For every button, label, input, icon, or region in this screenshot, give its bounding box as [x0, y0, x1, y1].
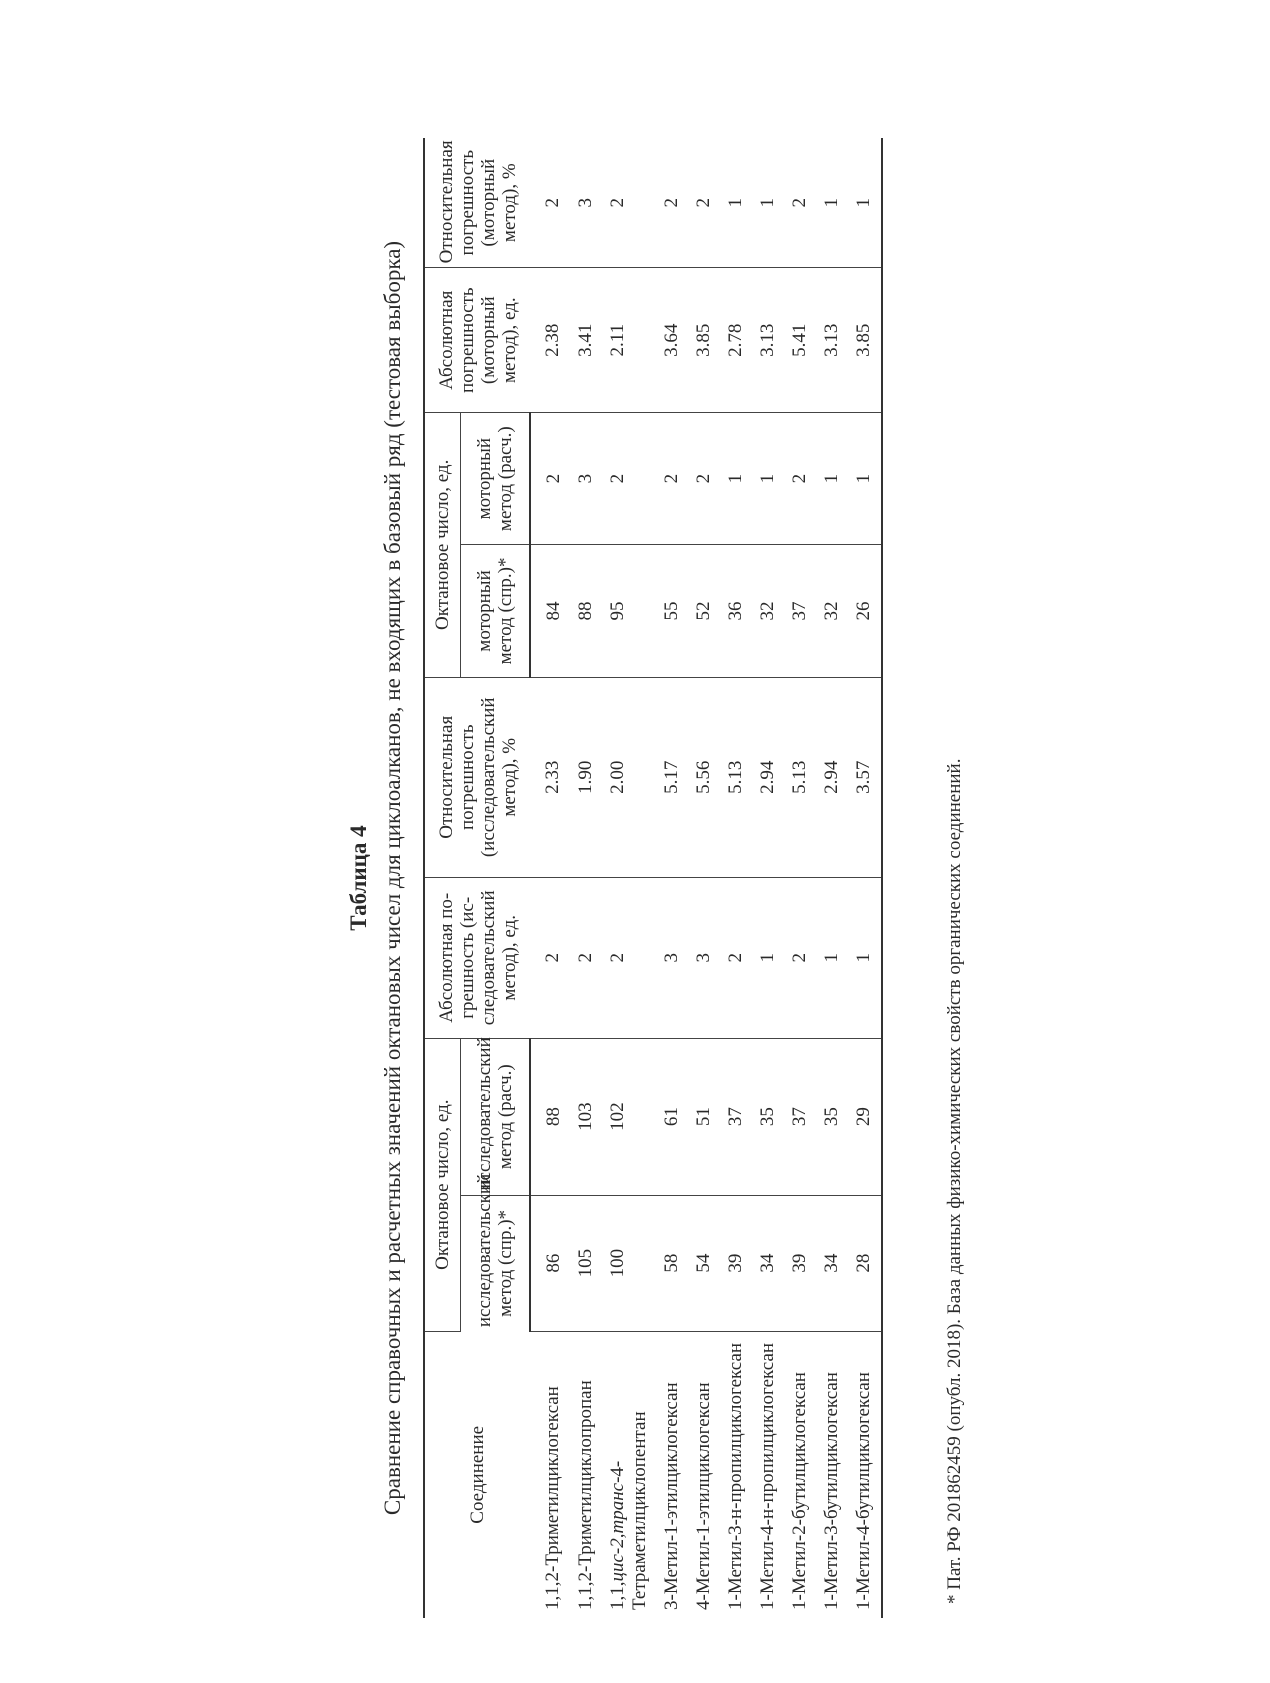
header-abs-error-research: Абсолютная по-грешность (ис-следовательский метод), ед. [424, 877, 530, 1038]
header-octane-research-group: Октановое число, ед. [424, 1038, 460, 1331]
cell-m-abs: 2.11 [603, 268, 657, 413]
cell-r-rel: 2.94 [817, 677, 849, 877]
cell-m-ref: 26 [849, 545, 882, 677]
cell-m-calc: 1 [849, 413, 882, 545]
cell-r-calc: 35 [753, 1038, 785, 1195]
header-research-calc: исследовательский метод (расч.) [460, 1038, 530, 1195]
cell-r-abs: 1 [849, 877, 882, 1038]
table-row [657, 138, 689, 1618]
cell-r-ref: 39 [721, 1195, 753, 1331]
compound-name: 1-Метил-4-бутилциклогексан [853, 1372, 874, 1610]
table-row [571, 138, 603, 1618]
cell-m-rel: 1 [817, 138, 849, 268]
cell-r-calc: 88 [530, 1038, 571, 1195]
cell-r-ref: 54 [689, 1195, 721, 1331]
table-row [753, 138, 785, 1618]
cell-m-calc: 2 [603, 413, 657, 545]
cell-m-calc: 2 [785, 413, 817, 545]
cell-m-calc: 2 [657, 413, 689, 545]
cell-m-rel: 2 [689, 138, 721, 268]
cell-m-abs: 3.85 [689, 268, 721, 413]
compound-name: 4-Метил-1-этилциклогексан [693, 1382, 714, 1610]
cell-m-calc: 3 [571, 413, 603, 545]
cell-m-rel: 3 [571, 138, 603, 268]
cell-m-abs: 2.78 [721, 268, 753, 413]
compound-name: 1,1,2-Триметилциклопропан [575, 1380, 596, 1610]
cell-r-calc: 103 [571, 1038, 603, 1195]
cell-r-ref: 58 [657, 1195, 689, 1331]
cell-r-rel: 3.57 [849, 677, 882, 877]
compound-name: 1-Метил-3-н-пропилциклогексан [725, 1342, 746, 1610]
cell-m-ref: 37 [785, 545, 817, 677]
header-abs-error-motor: Абсолютная погрешность (моторный метод), ед. [424, 268, 530, 413]
compound-name-cell [753, 1331, 785, 1618]
cell-m-ref: 84 [530, 545, 571, 677]
cell-m-abs: 2.38 [530, 268, 571, 413]
cell-m-ref: 32 [753, 545, 785, 677]
cell-m-calc: 1 [817, 413, 849, 545]
table-row [530, 138, 571, 1618]
header-research-ref: исследовательский метод (спр.)* [460, 1195, 530, 1331]
cell-m-calc: 1 [721, 413, 753, 545]
cell-m-calc: 2 [530, 413, 571, 545]
table-row [721, 138, 753, 1618]
compound-name-italic: цис-2,транс [607, 1482, 628, 1582]
cell-m-abs: 5.41 [785, 268, 817, 413]
cell-r-abs: 2 [571, 877, 603, 1038]
table-row [817, 138, 849, 1618]
cell-r-ref: 34 [817, 1195, 849, 1331]
table-row [603, 138, 657, 1618]
cell-m-ref: 32 [817, 545, 849, 677]
compound-name-cell [721, 1331, 753, 1618]
cell-r-rel: 5.56 [689, 677, 721, 877]
cell-r-abs: 3 [689, 877, 721, 1038]
cell-m-ref: 88 [571, 545, 603, 677]
cell-r-abs: 2 [785, 877, 817, 1038]
cell-r-abs: 2 [603, 877, 657, 1038]
rotated-page [218, 138, 998, 1618]
cell-r-calc: 37 [721, 1038, 753, 1195]
compound-name: 1,1, [607, 1581, 628, 1610]
cell-r-abs: 1 [817, 877, 849, 1038]
header-motor-calc: моторный метод (расч.) [460, 413, 530, 545]
cell-m-rel: 2 [785, 138, 817, 268]
footnote: * Пат. РФ 201862459 (опубл. 2018). База данных физико-химических свойств органических соединений. [944, 758, 965, 1604]
cell-r-rel: 2.33 [530, 677, 571, 877]
cell-m-abs: 3.13 [817, 268, 849, 413]
cell-r-ref: 100 [603, 1195, 657, 1331]
cell-m-rel: 2 [603, 138, 657, 268]
cell-r-ref: 28 [849, 1195, 882, 1331]
cell-r-ref: 39 [785, 1195, 817, 1331]
compound-name: 1-Метил-2-бутилциклогексан [789, 1372, 810, 1610]
cell-m-ref: 52 [689, 545, 721, 677]
cell-r-calc: 35 [817, 1038, 849, 1195]
cell-m-ref: 95 [603, 545, 657, 677]
cell-m-abs: 3.41 [571, 268, 603, 413]
table-caption: Сравнение справочных и расчетных значений октановых чисел для циклоалканов, не входящих в базовый ряд (тестовая выборка) [380, 240, 405, 1516]
table-row [849, 138, 882, 1618]
cell-m-abs: 3.13 [753, 268, 785, 413]
table-row [689, 138, 721, 1618]
cell-r-calc: 51 [689, 1038, 721, 1195]
compound-name-cell [817, 1331, 849, 1618]
header-rel-error-research: Относительная погрешность (исследовательский метод), % [424, 677, 530, 877]
compound-name: 3-Метил-1-этилциклогексан [661, 1382, 682, 1610]
cell-m-rel: 1 [753, 138, 785, 268]
cell-r-ref: 105 [571, 1195, 603, 1331]
cell-r-rel: 5.13 [721, 677, 753, 877]
compound-name-rest: -4-Тетраметилциклопентан [607, 1411, 650, 1610]
cell-r-rel: 5.13 [785, 677, 817, 877]
compound-name: 1,1,2-Триметилциклогексан [542, 1386, 563, 1610]
cell-r-ref: 34 [753, 1195, 785, 1331]
cell-r-abs: 2 [721, 877, 753, 1038]
cell-m-rel: 1 [721, 138, 753, 268]
cell-m-rel: 2 [657, 138, 689, 268]
header-octane-motor-group: Октановое число, ед. [424, 413, 460, 678]
cell-r-calc: 102 [603, 1038, 657, 1195]
cell-r-ref: 86 [530, 1195, 571, 1331]
cell-m-rel: 1 [849, 138, 882, 268]
compound-name-cell [657, 1331, 689, 1618]
compound-name-cell [689, 1331, 721, 1618]
cell-r-rel: 2.00 [603, 677, 657, 877]
cell-m-abs: 3.85 [849, 268, 882, 413]
header-rel-error-motor: Относительная погрешность (моторный метод), % [424, 138, 530, 268]
cell-m-ref: 36 [721, 545, 753, 677]
compound-name-cell [849, 1331, 882, 1618]
cell-m-abs: 3.64 [657, 268, 689, 413]
cell-r-calc: 37 [785, 1038, 817, 1195]
cell-r-rel: 5.17 [657, 677, 689, 877]
cell-m-calc: 1 [753, 413, 785, 545]
header-motor-ref: моторный метод (спр.)* [460, 545, 530, 677]
cell-m-ref: 55 [657, 545, 689, 677]
cell-r-calc: 61 [657, 1038, 689, 1195]
compound-name-cell [530, 1331, 571, 1618]
cell-m-rel: 2 [530, 138, 571, 268]
cell-r-rel: 1.90 [571, 677, 603, 877]
compound-name: 1-Метил-3-бутилциклогексан [821, 1372, 842, 1610]
compound-name-cell [785, 1331, 817, 1618]
cell-r-abs: 2 [530, 877, 571, 1038]
compound-name-cell [571, 1331, 603, 1618]
cell-r-abs: 1 [753, 877, 785, 1038]
compound-name-cell [603, 1331, 657, 1618]
header-compound: Соединение [424, 1331, 530, 1618]
cell-m-calc: 2 [689, 413, 721, 545]
octane-comparison-table [423, 138, 883, 1618]
table-number: Таблица 4 [346, 825, 371, 931]
compound-name: 1-Метил-4-н-пропилциклогексан [757, 1342, 778, 1610]
cell-r-calc: 29 [849, 1038, 882, 1195]
cell-r-abs: 3 [657, 877, 689, 1038]
table-row [785, 138, 817, 1618]
cell-r-rel: 2.94 [753, 677, 785, 877]
table-body [530, 138, 882, 1618]
